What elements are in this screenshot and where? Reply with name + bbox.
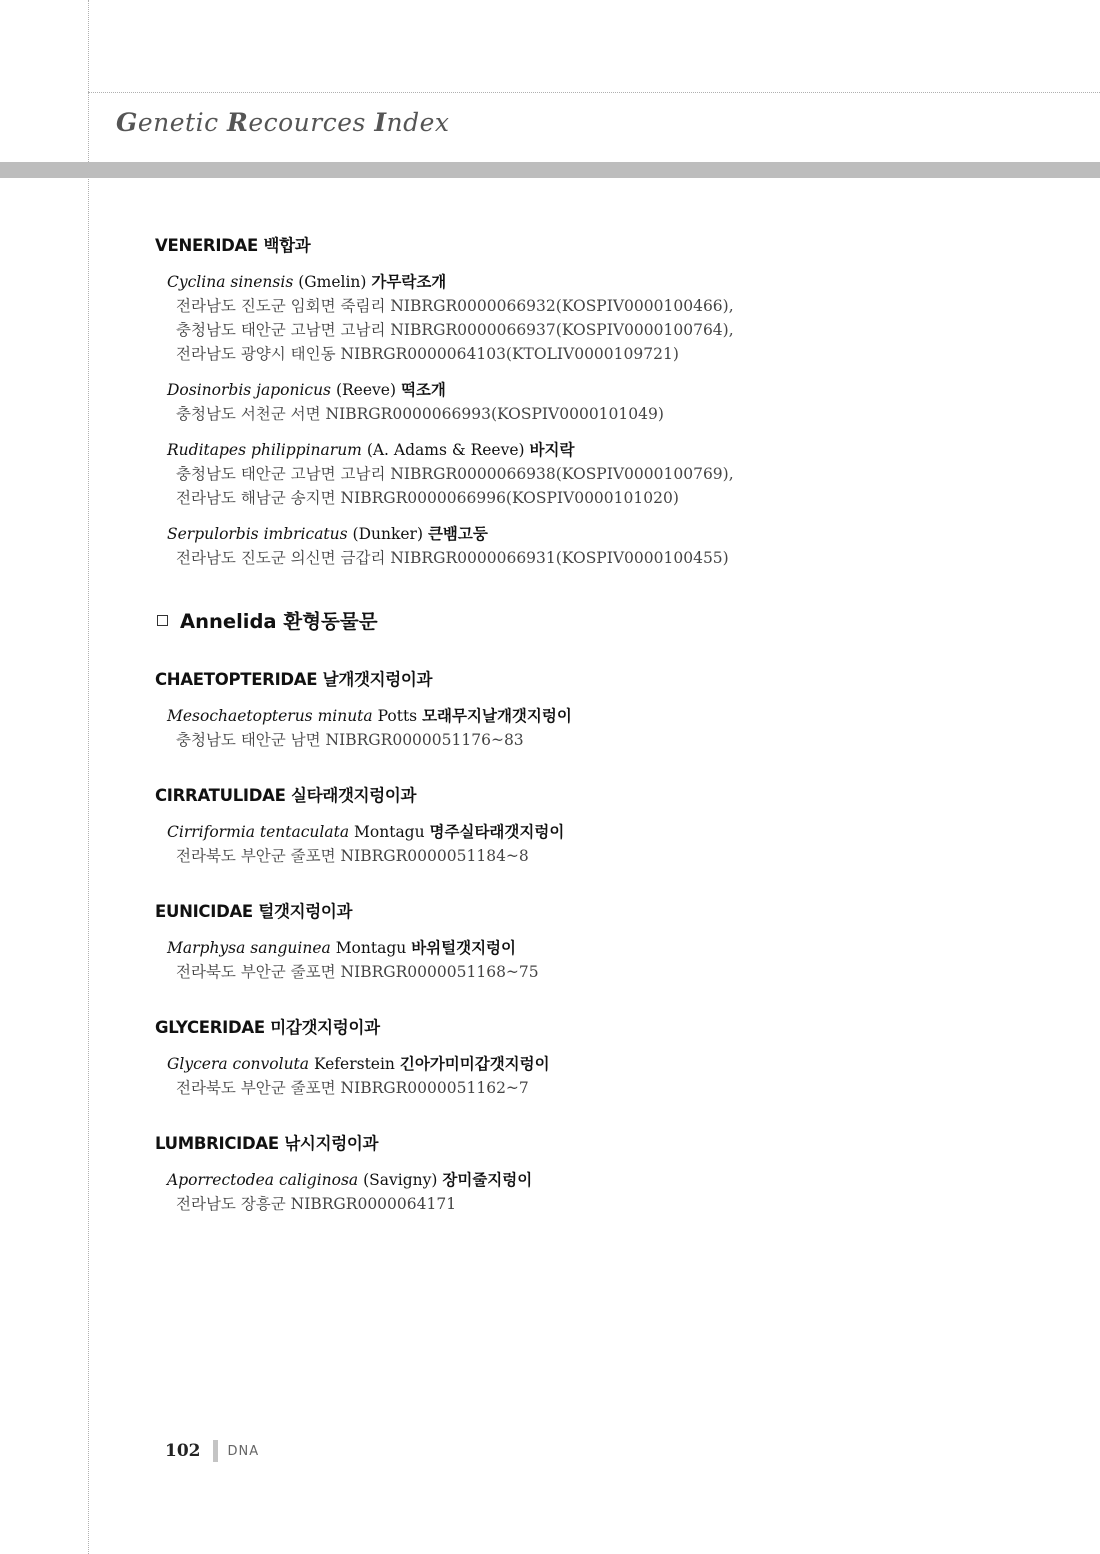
scientific-name: Cyclina sinensis [167,273,294,291]
family-heading-lumbricidae: LUMBRICIDAE 낚시지렁이과 [155,1134,379,1153]
specimen-locality: 충청남도 태안군 고남면 고남리 NIBRGR0000066938(KOSPIV0000100769), [176,465,734,483]
species-entry [167,820,1075,868]
specimen-locality: 충청남도 태안군 남면 NIBRGR0000051176~83 [176,731,524,749]
specimen-locality: 전라남도 진도군 임회면 죽림리 NIBRGR0000066932(KOSPIV0000100466), [176,297,734,315]
margin-dotted-vertical-line [88,0,89,1554]
species-author: Montagu [335,939,407,957]
specimen-locality: 충청남도 태안군 고남면 고남리 NIBRGR0000066937(KOSPIV0000100764), [176,321,734,339]
footer-label: DNA [227,1443,260,1459]
page-footer [165,1440,259,1462]
species-entry [167,522,1075,570]
korean-name: 바지락 [529,440,575,459]
korean-name: 장미줄지렁이 [442,1170,533,1189]
specimen-locality: 전라북도 부안군 줄포면 NIBRGR0000051168~75 [176,963,539,981]
species-entry [167,270,1075,366]
korean-name: 명주실타래갯지렁이 [429,822,565,841]
species-title [167,438,1075,462]
phylum-title: Annelida 환형동물문 [180,610,378,633]
korean-name: 긴아가미미갑갯지렁이 [399,1054,550,1073]
species-title [167,936,1075,960]
species-author: (Reeve) [335,381,396,399]
index-content [155,232,1075,1228]
phylum-heading-annelida [155,606,1075,634]
korean-name: 모래무지날개갯지렁이 [422,706,572,725]
scientific-name: Serpulorbis imbricatus [167,525,348,543]
species-title [167,704,1075,728]
species-author: Potts [377,707,418,725]
scientific-name: Cirriformia tentaculata [167,823,350,841]
species-title [167,378,1075,402]
species-title [167,1168,1075,1192]
species-title [167,1052,1075,1076]
family-heading-glyceridae: GLYCERIDAE 미갑갯지렁이과 [155,1018,380,1037]
scientific-name: Dosinorbis japonicus [167,381,332,399]
species-entry [167,1168,1075,1216]
square-box-icon [157,615,168,626]
family-heading-cirratulidae: CIRRATULIDAE 실타래갯지렁이과 [155,786,417,805]
korean-name: 떡조개 [400,380,446,399]
family-heading-eunicidae: EUNICIDAE 털갯지렁이과 [155,902,353,921]
specimen-locality: 전라남도 진도군 의신면 금갑리 NIBRGR0000066931(KOSPIV0000100455) [176,549,729,567]
species-entry [167,936,1075,984]
species-author: (Savigny) [363,1171,438,1189]
species-author: Montagu [354,823,425,841]
species-author: (Dunker) [352,525,424,543]
family-heading-chaetopteridae: CHAETOPTERIDAE 날개갯지렁이과 [155,670,433,689]
species-title [167,820,1075,844]
footer-divider-bar [213,1440,218,1462]
specimen-locality: 전라북도 부안군 줄포면 NIBRGR0000051162~7 [176,1079,529,1097]
korean-name: 가무락조개 [371,272,447,291]
species-author: Keferstein [313,1055,395,1073]
page-number: 102 [165,1441,201,1461]
header-dotted-horizontal-line [88,92,1100,93]
species-entry [167,704,1075,752]
scientific-name: Marphysa sanguinea [167,939,331,957]
header-gray-band [0,162,1100,178]
scientific-name: Aporrectodea caliginosa [167,1171,359,1189]
specimen-locality: 전라북도 부안군 줄포면 NIBRGR0000051184~8 [176,847,529,865]
running-header-title: Genetic Recources Index [116,108,450,137]
species-entry [167,438,1075,510]
specimen-locality: 충청남도 서천군 서면 NIBRGR0000066993(KOSPIV0000101049) [176,405,664,423]
scientific-name: Mesochaetopterus minuta [167,707,373,725]
specimen-locality: 전라남도 장흥군 NIBRGR0000064171 [176,1195,457,1213]
specimen-locality: 전라남도 광양시 태인동 NIBRGR0000064103(KTOLIV0000109721) [176,345,679,363]
family-heading-veneridae: VENERIDAE 백합과 [155,236,311,255]
scientific-name: Glycera convoluta [167,1055,310,1073]
species-title [167,270,1075,294]
species-author: (Gmelin) [298,273,367,291]
species-author: (A. Adams & Reeve) [366,441,525,459]
species-entry [167,378,1075,426]
korean-name: 바위털갯지렁이 [411,938,516,957]
specimen-locality: 전라남도 해남군 송지면 NIBRGR0000066996(KOSPIV0000101020) [176,489,679,507]
korean-name: 큰뱀고둥 [427,524,488,543]
species-entry [167,1052,1075,1100]
scientific-name: Ruditapes philippinarum [167,441,362,459]
species-title [167,522,1075,546]
